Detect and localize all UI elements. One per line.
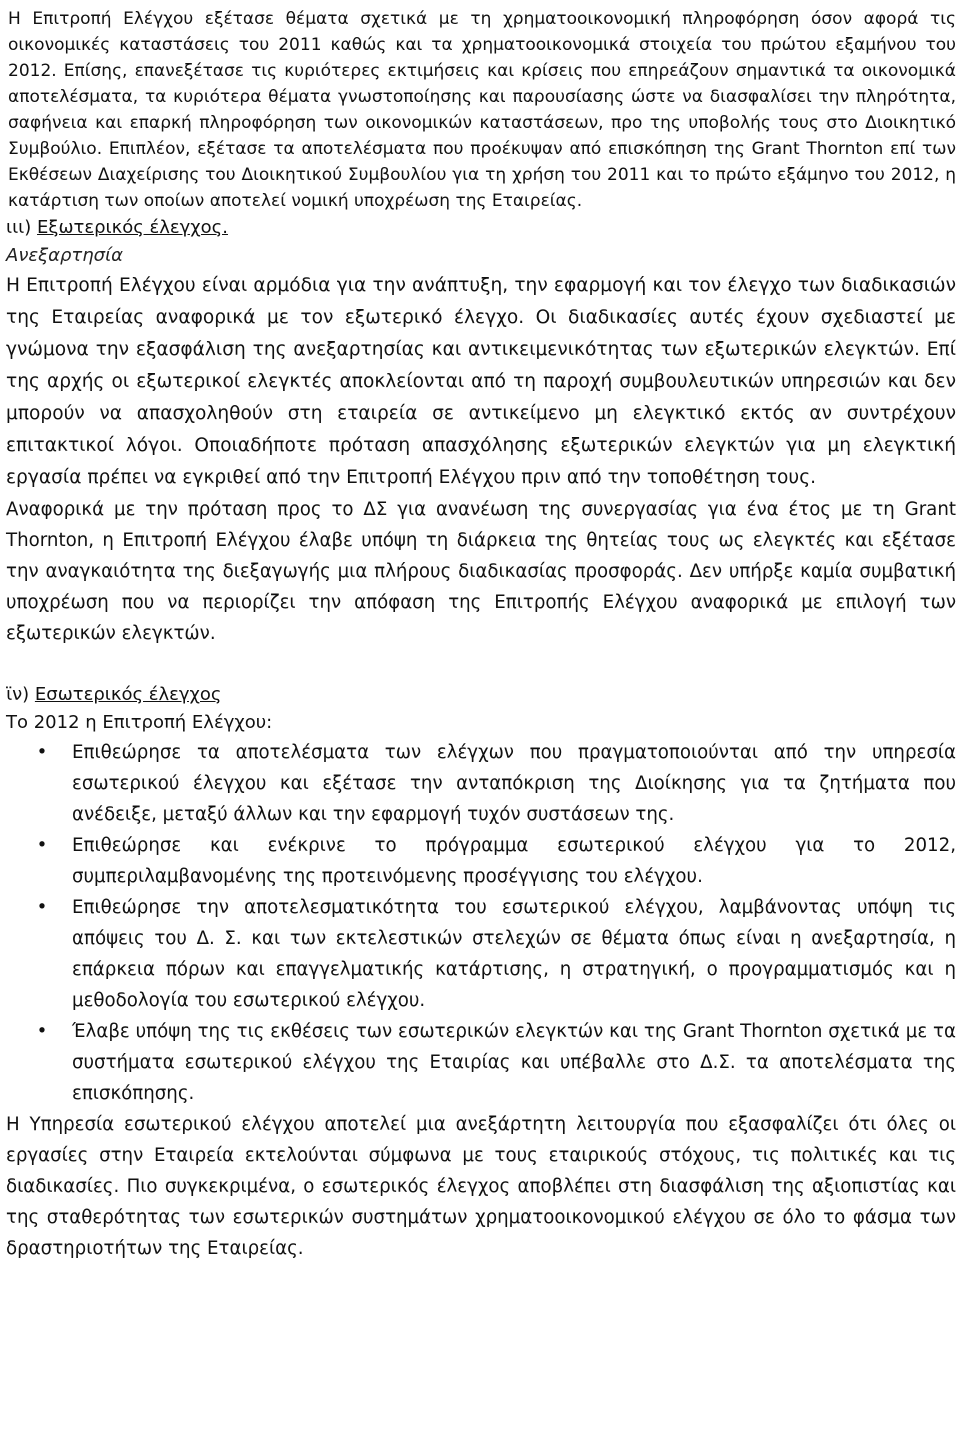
paragraph-internal-audit-service: Η Υπηρεσία εσωτερικού ελέγχου αποτελεί μια ανεξάρτητη λειτουργία που εξασφαλίζει ότι όλες οι εργασίες στην Εταιρεία εκτελούνται σύμφωνα με τους εταιρικούς στόχους, τις πολιτικές και τις διαδικασίες. Πιο συγκεκριμένα, ο εσωτερικός έλεγχος αποβλέπει στη διασφάλιση της αξιοπιστίας και της σταθερότητας των εσωτερικών συστημάτων χρηματοοικονομικού ελέγχου σε όλο το φάσμα των δραστηριοτήτων της Εταιρείας. — [6, 1114, 956, 1259]
bullet-marker: • — [36, 897, 48, 918]
list-item-text: Επιθεώρησε την αποτελεσματικότητα του εσωτερικού ελέγχου, λαμβάνοντας υπόψη τις απόψεις του Δ. Σ. και των εκτελεστικών στελεχών σε θέματα όπως είναι η ανεξαρτησία, η επάρκεια πόρων και επαγγελματικής κατάρτισης, η στρατηγική, ο προγραμματισμός και η μεθοδολογία του εσωτερικού ελέγχου. — [72, 897, 956, 1011]
spacer — [6, 649, 956, 681]
internal-audit-intro: Το 2012 η Επιτροπή Ελέγχου: — [6, 712, 273, 733]
bullet-marker: • — [36, 1021, 48, 1042]
list-item-text: Επιθεώρησε και ενέκρινε το πρόγραμμα εσωτερικού ελέγχου για το 2012, συμπεριλαμβανομένης της προτεινόμενης προσέγγισης του ελέγχου. — [72, 835, 956, 887]
paragraph-external-audit-procedures: Η Επιτροπή Ελέγχου είναι αρμόδια για την ανάπτυξη, την εφαρμογή και τον έλεγχο των διαδικασιών της Εταιρείας αναφορικά με τον εξωτερικό έλεγχο. Οι διαδικασίες αυτές έχουν σχεδιαστεί με γνώμονα την εξασφάλιση της ανεξαρτησίας και αντικειμενικότητας των εξωτερικών ελεγκτών. Επί της αρχής οι εξωτερικοί ελεγκτές αποκλείονται από τη παροχή συμβουλευτικών υπηρεσιών και δεν μπορούν να απασχοληθούν στη εταιρεία σε αντικείμενο μη ελεγκτικό εκτός αν συντρέχουν επιτακτικοί λόγοι. Οποιαδήποτε πρόταση απασχόλησης εξωτερικών ελεγκτών για μη ελεγκτική εργασία πρέπει να εγκριθεί από την Επιτροπή Ελέγχου πριν από την τοποθέτηση τους. — [6, 275, 956, 488]
list-item — [6, 892, 956, 1016]
bullet-marker: • — [36, 742, 48, 763]
section-title-internal: Εσωτερικός έλεγχος — [34, 684, 222, 705]
subheading-independence: Ανεξαρτησία — [6, 245, 124, 266]
list-item — [6, 737, 956, 830]
bullet-marker: • — [36, 835, 48, 856]
section-heading-external-audit — [6, 214, 956, 242]
internal-audit-bullet-list — [6, 737, 956, 1109]
list-item-text: Έλαβε υπόψη της τις εκθέσεις των εσωτερικών ελεγκτών και της Grant Thornton σχετικά με τα συστήματα εσωτερικού ελέγχου της Εταιρίας και υπέβαλλε στο Δ.Σ. τα αποτελέσματα της επισκόπησης. — [72, 1021, 956, 1104]
section-numeral-internal: ϊν) — [6, 684, 30, 705]
section-numeral-external: ιιι) — [6, 217, 32, 238]
list-item-text: Επιθεώρησε τα αποτελέσματα των ελέγχων που πραγματοποιούνται από την υπηρεσία εσωτερικού έλεγχου και εξέτασε την ανταπόκριση της Διοίκησης για τα ζητήματα που ανέδειξε, μεταξύ άλλων και την εφαρμογή τυχόν συστάσεων της. — [72, 742, 956, 825]
list-item — [6, 830, 956, 892]
paragraph-management-reports-text: Επιπλέον, εξέτασε τα αποτελέσματα που προέκυψαν από επισκόπηση της Grant Thornton επί των Εκθέσεων Διαχείρισης του Διοικητικού Συμβουλίου για τη χρήση του 2011 και το πρώτο εξάμηνο του 2012, η κατάρτιση των οποίων αποτελεί νομική υποχρέωση της Εταιρείας. — [8, 139, 956, 211]
list-item — [6, 1016, 956, 1109]
paragraph-financial-reporting — [6, 6, 956, 214]
section-title-external: Εξωτερικός έλεγχος. — [37, 217, 228, 238]
paragraph-grant-thornton-renewal: Αναφορικά με την πρόταση προς το ΔΣ για ανανέωση της συνεργασίας για ένα έτος με τη Grant Thornton, η Επιτροπή Ελέγχου έλαβε υπόψη τη διάρκεια της θητείας τους ως ελεγκτές και εξέτασε την αναγκαιότητα της διεξαγωγής μια πλήρους διαδικασίας προσφοράς. Δεν υπήρξε καμία συμβατική υποχρέωση που να περιορίζει την απόφαση της Επιτροπής Ελέγχου αναφορικά με επιλογή των εξωτερικών ελεγκτών. — [6, 499, 956, 644]
section-heading-internal-audit — [6, 681, 956, 709]
paragraph-financial-reporting-text: Η Επιτροπή Ελέγχου εξέτασε θέματα σχετικά με τη χρηματοοικονομική πληροφόρηση όσον αφορά τις οικονομικές καταστάσεις του 2011 καθώς και τα χρηματοοικονομικά στοιχεία του πρώτου εξαμήνου του 2012. Επίσης, επανεξέτασε τις κυριότερες εκτιμήσεις και κρίσεις που επηρεάζουν σημαντικά τα οικονομικά αποτελέσματα, τα κυριότερα θέματα γνωστοποίησης και παρουσίασης ώστε να διασφαλίσει την πληρότητα, σαφήνεια και επαρκή πληροφόρηση των οικονομικών καταστάσεων, προ της υποβολής τους στο Διοικητικό Συμβούλιο. — [8, 9, 956, 159]
